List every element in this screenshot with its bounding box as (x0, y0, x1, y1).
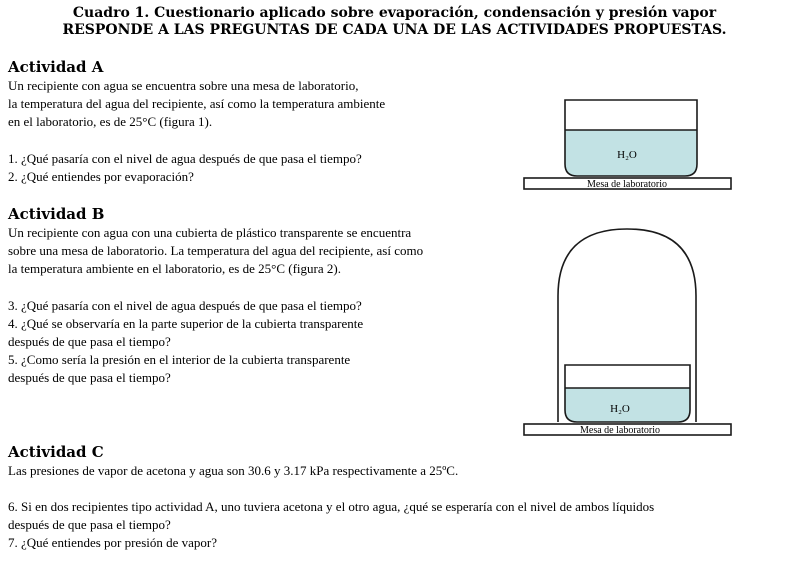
table-label: Mesa de laboratorio (587, 179, 667, 190)
activity-b-questions (8, 297, 363, 387)
activity-c-heading: Actividad C (8, 443, 104, 461)
activity-a-questions (8, 150, 362, 186)
question-7: 7. ¿Qué entiendes por presión de vapor? (8, 535, 218, 550)
figure-2-covered-beaker-on-table (520, 226, 736, 440)
description-line: Un recipiente con agua con una cubierta de plástico transparente se encuentra (8, 225, 412, 240)
description-line: sobre una mesa de laboratorio. La temperatura del agua del recipiente, así como (8, 243, 424, 258)
activity-a-description (8, 77, 385, 131)
question-2: 2. ¿Qué entiendes por evaporación? (8, 169, 194, 184)
description-line: la temperatura ambiente en el laboratorio, es de 25°C (figura 2). (8, 261, 341, 276)
figure-1-beaker-on-table (520, 96, 736, 194)
question-3: 3. ¿Qué pasaría con el nivel de agua después de que pasa el tiempo? (8, 298, 362, 313)
description-line: la temperatura del agua del recipiente, así como la temperatura ambiente (8, 96, 386, 111)
question-6: 6. Si en dos recipientes tipo actividad A, uno tuviera acetona y el otro agua, ¿qué se esperaría con el nivel de ambos líquidos (8, 499, 655, 514)
description-line: Las presiones de vapor de acetona y agua son 30.6 y 3.17 kPa respectivamente a 25ºC. (8, 463, 459, 478)
description-line: Un recipiente con agua se encuentra sobre una mesa de laboratorio, (8, 78, 359, 93)
activity-a-heading: Actividad A (8, 58, 104, 76)
document-subtitle: RESPONDE A LAS PREGUNTAS DE CADA UNA DE LAS ACTIVIDADES PROPUESTAS. (62, 22, 727, 38)
h2o-label: H₂O (617, 149, 637, 161)
question-4-continued: después de que pasa el tiempo? (8, 334, 171, 349)
question-1: 1. ¿Qué pasaría con el nivel de agua después de que pasa el tiempo? (8, 151, 362, 166)
activity-c-description (8, 462, 458, 480)
document-title: Cuadro 1. Cuestionario aplicado sobre evaporación, condensación y presión vapor (72, 5, 717, 21)
question-6-continued: después de que pasa el tiempo? (8, 517, 171, 532)
table-label: Mesa de laboratorio (580, 425, 660, 436)
description-line: en el laboratorio, es de 25°C (figura 1). (8, 114, 213, 129)
question-5: 5. ¿Como sería la presión en el interior de la cubierta transparente (8, 352, 351, 367)
question-5-continued: después de que pasa el tiempo? (8, 370, 171, 385)
h2o-label: H₂O (610, 403, 630, 415)
activity-b-description (8, 224, 423, 278)
question-4: 4. ¿Qué se observaría en la parte superior de la cubierta transparente (8, 316, 364, 331)
activity-b-heading: Actividad B (8, 205, 105, 223)
activity-c-questions (8, 498, 654, 552)
